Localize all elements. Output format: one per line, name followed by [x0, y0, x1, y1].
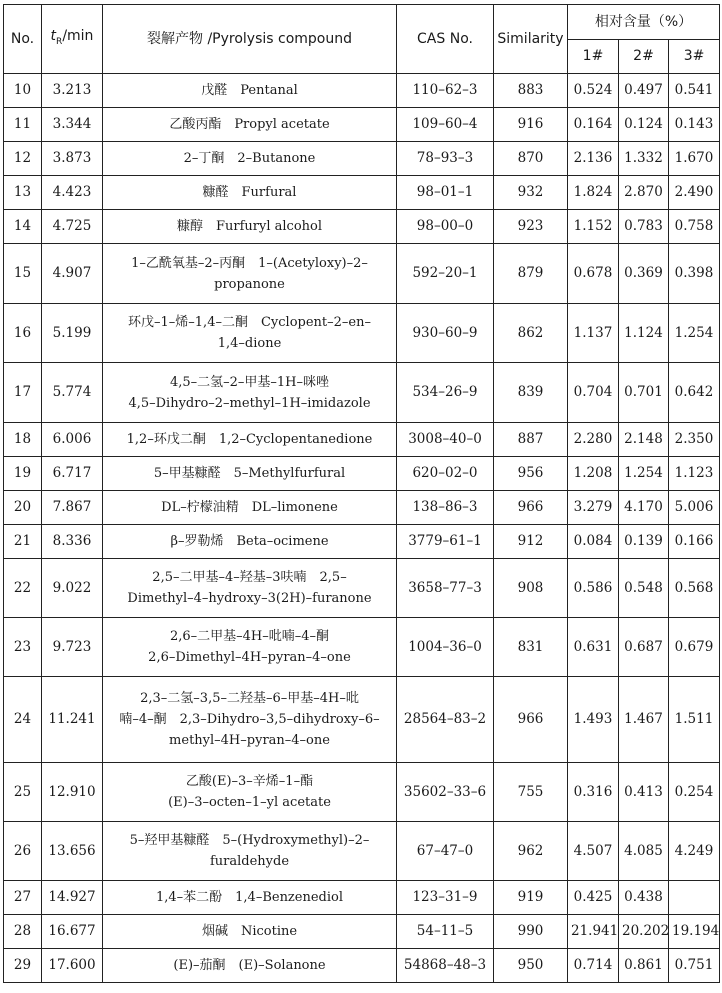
cell-no: 19	[4, 457, 42, 491]
cell-content-1: 1.152	[568, 210, 619, 244]
cell-retention-time: 3.344	[42, 108, 103, 142]
table-row	[4, 210, 720, 244]
cell-retention-time: 7.867	[42, 491, 103, 525]
compound-line: (E)–3–octen–1–yl acetate	[168, 795, 331, 810]
cell-similarity: 962	[494, 822, 568, 881]
cell-compound	[103, 176, 397, 210]
cell-similarity: 919	[494, 881, 568, 915]
cell-content-3: 0.143	[669, 108, 720, 142]
compound-line: 4,5–二氢–2–甲基–1H–咪唑	[169, 374, 330, 390]
cell-similarity: 755	[494, 763, 568, 822]
cell-compound	[103, 881, 397, 915]
compound-line: 2,3–二氢–3,5–二羟基–6–甲基–4H–吡	[140, 691, 359, 706]
compound-line: 5–甲基糠醛 5–Methylfurfural	[153, 466, 346, 481]
cell-cas: 3779–61–1	[397, 525, 494, 559]
cell-retention-time: 4.725	[42, 210, 103, 244]
cell-cas: 3008–40–0	[397, 423, 494, 457]
compound-line: 乙酸丙酯 Propyl acetate	[169, 117, 330, 132]
cell-content-3: 2.350	[669, 423, 720, 457]
cell-content-2: 2.870	[619, 176, 669, 210]
cell-similarity: 862	[494, 304, 568, 363]
cell-cas: 930–60–9	[397, 304, 494, 363]
cell-compound	[103, 949, 397, 983]
cell-content-3	[669, 881, 720, 915]
table-row	[4, 423, 720, 457]
cell-content-3: 0.166	[669, 525, 720, 559]
cell-compound	[103, 525, 397, 559]
cell-cas: 1004–36–0	[397, 618, 494, 677]
cell-compound	[103, 763, 397, 822]
cell-retention-time: 16.677	[42, 915, 103, 949]
cell-retention-time: 6.006	[42, 423, 103, 457]
cell-cas: 54–11–5	[397, 915, 494, 949]
cell-retention-time: 17.600	[42, 949, 103, 983]
cell-no: 29	[4, 949, 42, 983]
cell-content-3: 0.398	[669, 244, 720, 304]
cell-content-3: 5.006	[669, 491, 720, 525]
cell-similarity: 887	[494, 423, 568, 457]
cell-content-3: 0.568	[669, 559, 720, 618]
cell-cas: 110–62–3	[397, 74, 494, 108]
cell-similarity: 839	[494, 363, 568, 423]
table-row	[4, 108, 720, 142]
cell-no: 27	[4, 881, 42, 915]
table-body	[4, 74, 720, 983]
compound-line: 糠醛 Furfural	[202, 185, 297, 200]
compound-line: 2,6–Dimethyl–4H–pyran–4–one	[148, 650, 351, 665]
cell-content-3: 2.490	[669, 176, 720, 210]
table-row	[4, 363, 720, 423]
compound-line: 1,4–苯二酚 1,4–Benzenediol	[155, 890, 344, 905]
header-compound: 裂解产物 /Pyrolysis compound	[103, 5, 397, 74]
cell-similarity: 908	[494, 559, 568, 618]
cell-compound	[103, 210, 397, 244]
cell-content-2: 0.139	[619, 525, 669, 559]
table-row	[4, 822, 720, 881]
cell-no: 20	[4, 491, 42, 525]
cell-no: 11	[4, 108, 42, 142]
header-sample-2: 2#	[619, 40, 669, 74]
cell-similarity: 966	[494, 491, 568, 525]
cell-content-2: 20.202	[619, 915, 669, 949]
cell-content-3: 0.642	[669, 363, 720, 423]
header-retention-time: $t_R/\min$	[42, 5, 103, 74]
cell-similarity: 923	[494, 210, 568, 244]
compound-line: DL–柠檬油精 DL–limonene	[161, 500, 338, 515]
cell-cas: 592–20–1	[397, 244, 494, 304]
compound-line: (E)–茄酮 (E)–Solanone	[173, 958, 326, 973]
cell-content-2: 0.687	[619, 618, 669, 677]
cell-cas: 35602–33–6	[397, 763, 494, 822]
cell-similarity: 956	[494, 457, 568, 491]
cell-content-2: 0.701	[619, 363, 669, 423]
cell-cas: 98–01–1	[397, 176, 494, 210]
cell-similarity: 912	[494, 525, 568, 559]
cell-content-2: 1.254	[619, 457, 669, 491]
cell-cas: 138–86–3	[397, 491, 494, 525]
cell-content-3: 0.679	[669, 618, 720, 677]
cell-retention-time: 8.336	[42, 525, 103, 559]
cell-compound	[103, 74, 397, 108]
cell-retention-time: 13.656	[42, 822, 103, 881]
table-row	[4, 881, 720, 915]
cell-content-2: 1.467	[619, 677, 669, 763]
cell-no: 12	[4, 142, 42, 176]
cell-content-2: 0.548	[619, 559, 669, 618]
compound-line: 2–丁酮 2–Butanone	[183, 151, 316, 166]
cell-content-2: 4.170	[619, 491, 669, 525]
table-row	[4, 677, 720, 763]
cell-similarity: 990	[494, 915, 568, 949]
cell-compound	[103, 244, 397, 304]
cell-no: 25	[4, 763, 42, 822]
cell-content-1: 0.084	[568, 525, 619, 559]
cell-content-1: 1.493	[568, 677, 619, 763]
cell-similarity: 950	[494, 949, 568, 983]
table-row	[4, 176, 720, 210]
cell-compound	[103, 491, 397, 525]
cell-content-3: 0.751	[669, 949, 720, 983]
cell-content-1: 3.279	[568, 491, 619, 525]
cell-no: 18	[4, 423, 42, 457]
header-similarity: Similarity	[494, 5, 568, 74]
cell-content-2: 2.148	[619, 423, 669, 457]
cell-cas: 54868–48–3	[397, 949, 494, 983]
cell-compound	[103, 618, 397, 677]
cell-cas: 109–60–4	[397, 108, 494, 142]
cell-content-2: 0.438	[619, 881, 669, 915]
table-row	[4, 304, 720, 363]
cell-similarity: 883	[494, 74, 568, 108]
cell-retention-time: 9.723	[42, 618, 103, 677]
compound-line: 乙酸(E)–3–辛烯–1–酯	[185, 774, 314, 789]
cell-compound	[103, 423, 397, 457]
cell-content-2: 0.369	[619, 244, 669, 304]
cell-similarity: 916	[494, 108, 568, 142]
cell-retention-time: 11.241	[42, 677, 103, 763]
table-row	[4, 559, 720, 618]
cell-no: 13	[4, 176, 42, 210]
cell-retention-time: 6.717	[42, 457, 103, 491]
cell-similarity: 932	[494, 176, 568, 210]
cell-content-3: 1.123	[669, 457, 720, 491]
cell-content-3: 1.511	[669, 677, 720, 763]
table-row	[4, 618, 720, 677]
cell-retention-time: 4.907	[42, 244, 103, 304]
cell-no: 21	[4, 525, 42, 559]
cell-compound	[103, 363, 397, 423]
compound-line: 5–羟甲基糠醛 5–(Hydroxymethyl)–2–	[129, 833, 370, 848]
cell-content-2: 0.413	[619, 763, 669, 822]
cell-compound	[103, 559, 397, 618]
cell-similarity: 831	[494, 618, 568, 677]
cell-cas: 98–00–0	[397, 210, 494, 244]
cell-compound	[103, 822, 397, 881]
header-relative-content: 相对含量（%）	[568, 5, 720, 40]
cell-compound	[103, 677, 397, 763]
cell-no: 26	[4, 822, 42, 881]
cell-content-3: 1.254	[669, 304, 720, 363]
cell-no: 28	[4, 915, 42, 949]
table-row	[4, 491, 720, 525]
table-row	[4, 525, 720, 559]
cell-cas: 3658–77–3	[397, 559, 494, 618]
cell-content-1: 0.316	[568, 763, 619, 822]
cell-no: 24	[4, 677, 42, 763]
cell-content-3: 1.670	[669, 142, 720, 176]
cell-no: 17	[4, 363, 42, 423]
cell-content-1: 1.208	[568, 457, 619, 491]
table-row	[4, 142, 720, 176]
cell-content-1: 1.137	[568, 304, 619, 363]
cell-retention-time: 5.199	[42, 304, 103, 363]
cell-compound	[103, 108, 397, 142]
table-row	[4, 949, 720, 983]
cell-content-1: 0.425	[568, 881, 619, 915]
cell-retention-time: 3.873	[42, 142, 103, 176]
cell-cas: 28564–83–2	[397, 677, 494, 763]
header-sample-3: 3#	[669, 40, 720, 74]
cell-content-3: 19.194	[669, 915, 720, 949]
cell-cas: 620–02–0	[397, 457, 494, 491]
cell-similarity: 879	[494, 244, 568, 304]
cell-content-1: 0.631	[568, 618, 619, 677]
cell-compound	[103, 915, 397, 949]
compound-line: 戊醛 Pentanal	[201, 83, 298, 98]
cell-retention-time: 14.927	[42, 881, 103, 915]
cell-content-2: 0.497	[619, 74, 669, 108]
compound-line: 1,2–环戊二酮 1,2–Cyclopentanedione	[126, 432, 373, 447]
compound-line: 喃–4–酮 2,3–Dihydro–3,5–dihydroxy–6–	[119, 712, 380, 727]
cell-content-2: 0.783	[619, 210, 669, 244]
compound-line: β–罗勒烯 Beta–ocimene	[170, 534, 329, 549]
table-row	[4, 457, 720, 491]
cell-content-1: 2.280	[568, 423, 619, 457]
cell-no: 16	[4, 304, 42, 363]
cell-no: 15	[4, 244, 42, 304]
compound-line: 2,6–二甲基–4H–吡喃–4–酮	[169, 629, 330, 644]
compound-line: methyl–4H–pyran–4–one	[169, 733, 330, 748]
cell-compound	[103, 457, 397, 491]
cell-content-1: 0.586	[568, 559, 619, 618]
cell-content-1: 0.164	[568, 108, 619, 142]
compound-line: 1–乙酰氧基–2–丙酮 1–(Acetyloxy)–2–	[131, 255, 368, 271]
cell-content-2: 0.124	[619, 108, 669, 142]
compound-line: Dimethyl–4–hydroxy–3(2H)–furanone	[127, 591, 372, 606]
pyrolysis-compound-table	[3, 4, 720, 983]
cell-cas: 123–31–9	[397, 881, 494, 915]
cell-content-3: 0.254	[669, 763, 720, 822]
cell-retention-time: 9.022	[42, 559, 103, 618]
cell-retention-time: 3.213	[42, 74, 103, 108]
cell-content-1: 1.824	[568, 176, 619, 210]
compound-line: furaldehyde	[209, 854, 290, 869]
cell-no: 23	[4, 618, 42, 677]
table-row	[4, 763, 720, 822]
cell-retention-time: 5.774	[42, 363, 103, 423]
cell-no: 14	[4, 210, 42, 244]
cell-content-2: 0.861	[619, 949, 669, 983]
header-cas: CAS No.	[397, 5, 494, 74]
compound-line: 烟碱 Nicotine	[201, 924, 298, 939]
cell-content-1: 0.678	[568, 244, 619, 304]
cell-compound	[103, 304, 397, 363]
cell-content-3: 0.758	[669, 210, 720, 244]
table-row	[4, 915, 720, 949]
cell-content-1: 21.941	[568, 915, 619, 949]
cell-similarity: 870	[494, 142, 568, 176]
cell-retention-time: 12.910	[42, 763, 103, 822]
cell-cas: 78–93–3	[397, 142, 494, 176]
cell-content-1: 4.507	[568, 822, 619, 881]
compound-line: 4,5–Dihydro–2–methyl–1H–imidazole	[128, 395, 371, 411]
cell-cas: 67–47–0	[397, 822, 494, 881]
cell-content-1: 2.136	[568, 142, 619, 176]
compound-line: 2,5–二甲基–4–羟基–3呋喃 2,5–	[152, 570, 347, 585]
table-row	[4, 74, 720, 108]
cell-no: 22	[4, 559, 42, 618]
header-sample-1: 1#	[568, 40, 619, 74]
cell-no: 10	[4, 74, 42, 108]
cell-content-1: 0.704	[568, 363, 619, 423]
header-no: No.	[4, 5, 42, 74]
compound-line: 1,4–dione	[217, 336, 282, 351]
cell-content-3: 4.249	[669, 822, 720, 881]
cell-content-2: 1.332	[619, 142, 669, 176]
compound-line: 环戊–1–烯–1,4–二酮 Cyclopent–2–en–	[128, 315, 371, 330]
cell-content-2: 1.124	[619, 304, 669, 363]
compound-line: 糠醇 Furfuryl alcohol	[176, 219, 322, 234]
table-row	[4, 244, 720, 304]
compound-line: propanone	[214, 276, 285, 292]
cell-content-1: 0.524	[568, 74, 619, 108]
cell-cas: 534–26–9	[397, 363, 494, 423]
cell-content-1: 0.714	[568, 949, 619, 983]
cell-compound	[103, 142, 397, 176]
cell-retention-time: 4.423	[42, 176, 103, 210]
cell-similarity: 966	[494, 677, 568, 763]
cell-content-3: 0.541	[669, 74, 720, 108]
cell-content-2: 4.085	[619, 822, 669, 881]
